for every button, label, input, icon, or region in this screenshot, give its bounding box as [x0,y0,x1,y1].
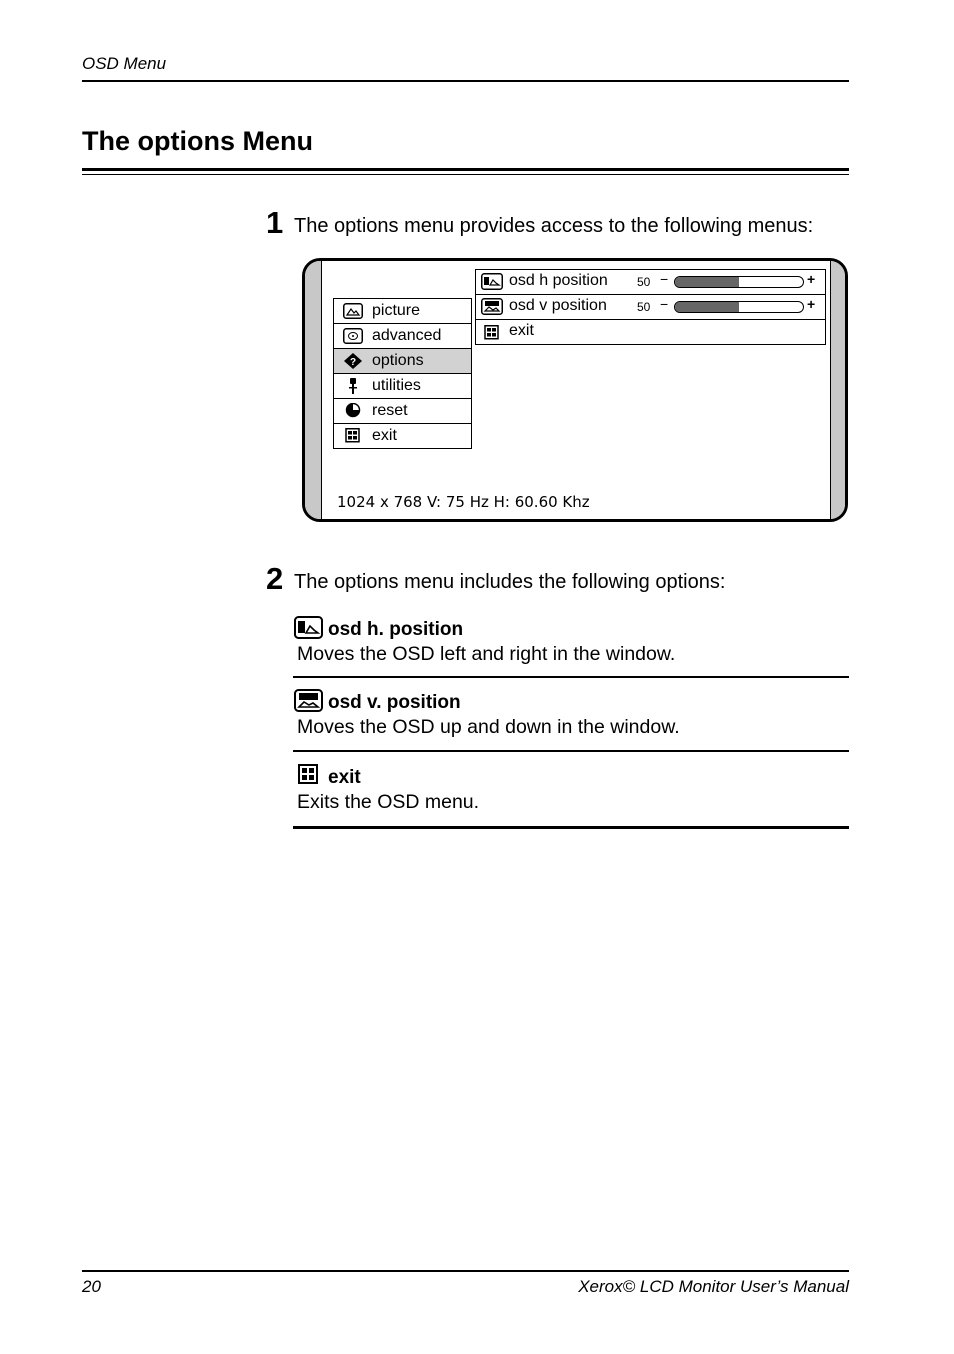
step-1-text: The options menu provides access to the following menus: [294,215,814,237]
menu-item-label: advanced [372,327,442,344]
footer-rule [82,1270,849,1272]
title-rule-thin [82,174,849,175]
option-name: exit [328,767,361,788]
option-description: Moves the OSD left and right in the window. [297,643,676,665]
slider-decrease[interactable]: − [660,296,669,312]
options-icon [343,353,363,369]
slider-decrease[interactable]: − [660,271,669,287]
resolution-readout: 1024 x 768 V: 75 Hz H: 60.60 Khz [337,493,590,511]
option-exit [293,764,849,824]
slider-value: 50 [637,300,651,314]
step-2-number: 2 [266,561,284,596]
option-name: osd v. position [328,692,461,713]
slider-increase[interactable]: + [807,296,816,312]
slider-fill [675,277,739,287]
option-osd-h-position [293,616,849,676]
page-number: 20 [82,1277,101,1296]
osd-window [302,258,848,522]
option-osd-v-position [293,689,849,749]
slider-fill [675,302,739,312]
osd-v-position-icon [481,298,503,315]
manual-title: Xerox© LCD Monitor User’s Manual [578,1277,849,1296]
osd-h-position-slider[interactable] [674,276,804,288]
step-2-text: The options menu includes the following options: [294,571,726,593]
exit-icon [481,323,503,340]
submenu-item-label: osd h position [509,272,608,289]
menu-item-advanced[interactable] [334,324,471,349]
menu-item-exit[interactable] [334,424,471,448]
osd-v-position-slider[interactable] [674,301,804,313]
osd-left-bezel [305,261,322,519]
osd-main-menu [333,298,472,449]
section-title: The options Menu [82,126,313,156]
exit-icon [294,764,323,788]
slider-increase[interactable]: + [807,271,816,287]
header-rule [82,80,849,82]
menu-item-options[interactable] [334,349,471,374]
osd-h-position-icon [294,616,323,640]
slider-value: 50 [637,275,651,289]
menu-item-label: picture [372,302,421,319]
option-description: Moves the OSD up and down in the window. [297,716,680,738]
menu-item-picture[interactable] [334,299,471,324]
options-end-rule [293,826,849,829]
submenu-item-label: exit [509,322,534,339]
osd-h-position-icon [481,273,503,290]
submenu-item-exit[interactable] [476,320,825,344]
osd-right-bezel [830,261,845,519]
step-1-number: 1 [266,205,284,240]
menu-item-utilities[interactable] [334,374,471,399]
utilities-icon [343,378,363,394]
option-divider [293,676,849,678]
picture-icon [343,303,363,319]
menu-item-label: exit [372,427,397,444]
option-divider [293,750,849,752]
submenu-item-label: osd v position [509,297,607,314]
exit-icon [343,428,363,444]
menu-item-reset[interactable] [334,399,471,424]
menu-item-label: utilities [372,377,421,394]
reset-icon [343,403,363,419]
advanced-icon [343,328,363,344]
option-description: Exits the OSD menu. [297,791,480,813]
svg-text:?: ? [349,357,357,368]
menu-item-label: reset [372,402,408,419]
submenu-item-osd-h-position[interactable] [476,270,825,295]
submenu-item-osd-v-position[interactable] [476,295,825,320]
option-name: osd h. position [328,619,464,640]
osd-v-position-icon [294,689,323,713]
osd-options-submenu [475,269,826,345]
running-head: OSD Menu [82,54,167,73]
menu-item-label: options [372,352,424,369]
title-rule-thick [82,168,849,171]
